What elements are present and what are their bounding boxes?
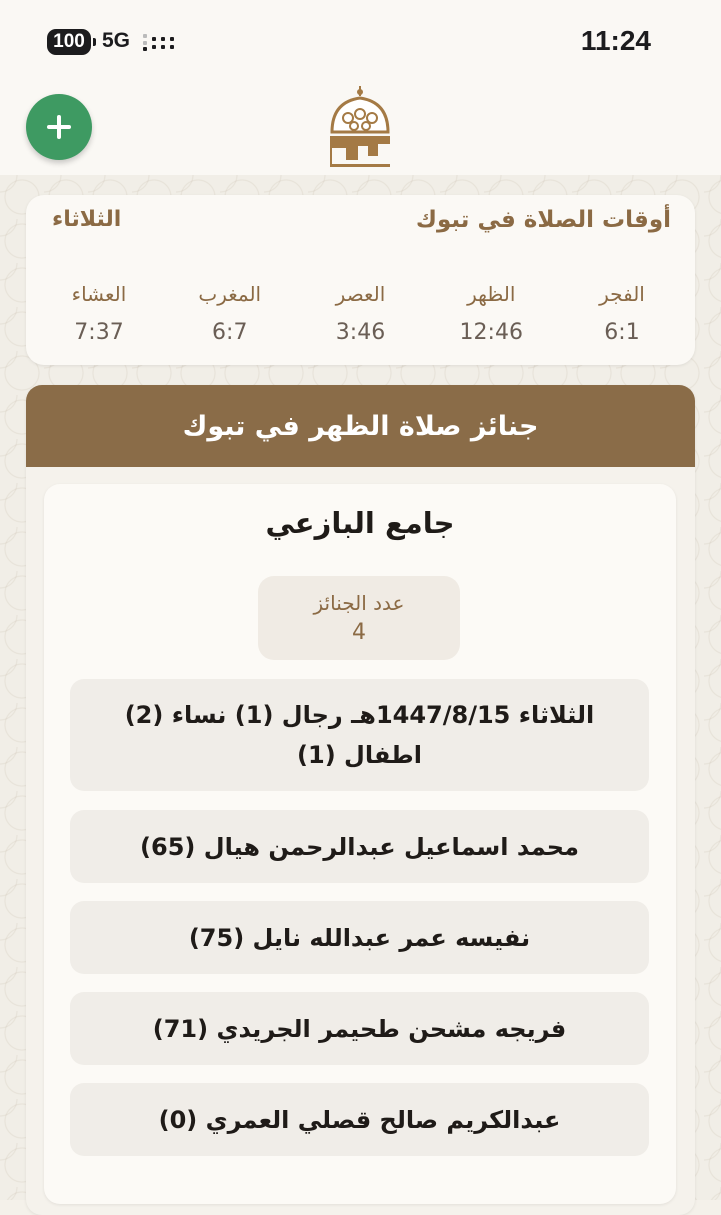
- mosque-dome-logo: [322, 84, 398, 170]
- network-type: 5G: [102, 29, 131, 52]
- plus-icon: [45, 113, 73, 141]
- funeral-summary: الثلاثاء 1447/8/15هـ رجال (1) نساء (2) اطفال (1): [70, 679, 649, 791]
- prayer-times-title: أوقات الصلاة في تبوك: [415, 207, 671, 233]
- funeral-count-box: [258, 576, 460, 660]
- prayer-times-row: [40, 277, 681, 352]
- deceased-item: نفيسه عمر عبدالله نايل (75): [70, 901, 649, 974]
- signal-icon: [142, 31, 178, 53]
- prayer-name: الظهر: [467, 282, 516, 306]
- prayer-name: المغرب: [198, 282, 262, 306]
- clock: 11:24: [580, 25, 651, 56]
- add-button[interactable]: [26, 94, 92, 160]
- prayer-asr: [302, 277, 420, 352]
- funerals-header: جنائز صلاة الظهر في تبوك: [26, 385, 695, 467]
- prayer-name: الفجر: [599, 282, 645, 306]
- prayer-day: الثلاثاء: [52, 207, 122, 232]
- prayer-time: 3:46: [335, 320, 386, 345]
- funeral-count-label: عدد الجنائز: [313, 591, 405, 615]
- prayer-times-card: [26, 195, 695, 365]
- prayer-dhuhr: [432, 277, 550, 352]
- prayer-isha: [40, 277, 158, 352]
- funeral-count-value: 4: [352, 620, 366, 645]
- prayer-time: 6:7: [212, 320, 248, 345]
- prayer-time: 7:37: [74, 320, 124, 345]
- deceased-item: محمد اسماعيل عبدالرحمن هيال (65): [70, 810, 649, 883]
- prayer-time: 6:1: [604, 320, 640, 345]
- mosque-card: [44, 484, 676, 1204]
- prayer-time: 12:46: [459, 320, 523, 345]
- prayer-maghrib: [171, 277, 289, 352]
- deceased-item: فريجه مشحن طحيمر الجريدي (71): [70, 992, 649, 1065]
- status-bar: [0, 0, 721, 80]
- prayer-fajr: [563, 277, 681, 352]
- prayer-name: العشاء: [71, 282, 127, 306]
- mosque-name: جامع البازعي: [265, 506, 455, 540]
- deceased-item: عبدالكريم صالح قصلي العمري (0): [70, 1083, 649, 1156]
- prayer-name: العصر: [335, 282, 386, 306]
- funerals-panel: [26, 385, 695, 1215]
- battery-indicator: 100: [47, 29, 91, 55]
